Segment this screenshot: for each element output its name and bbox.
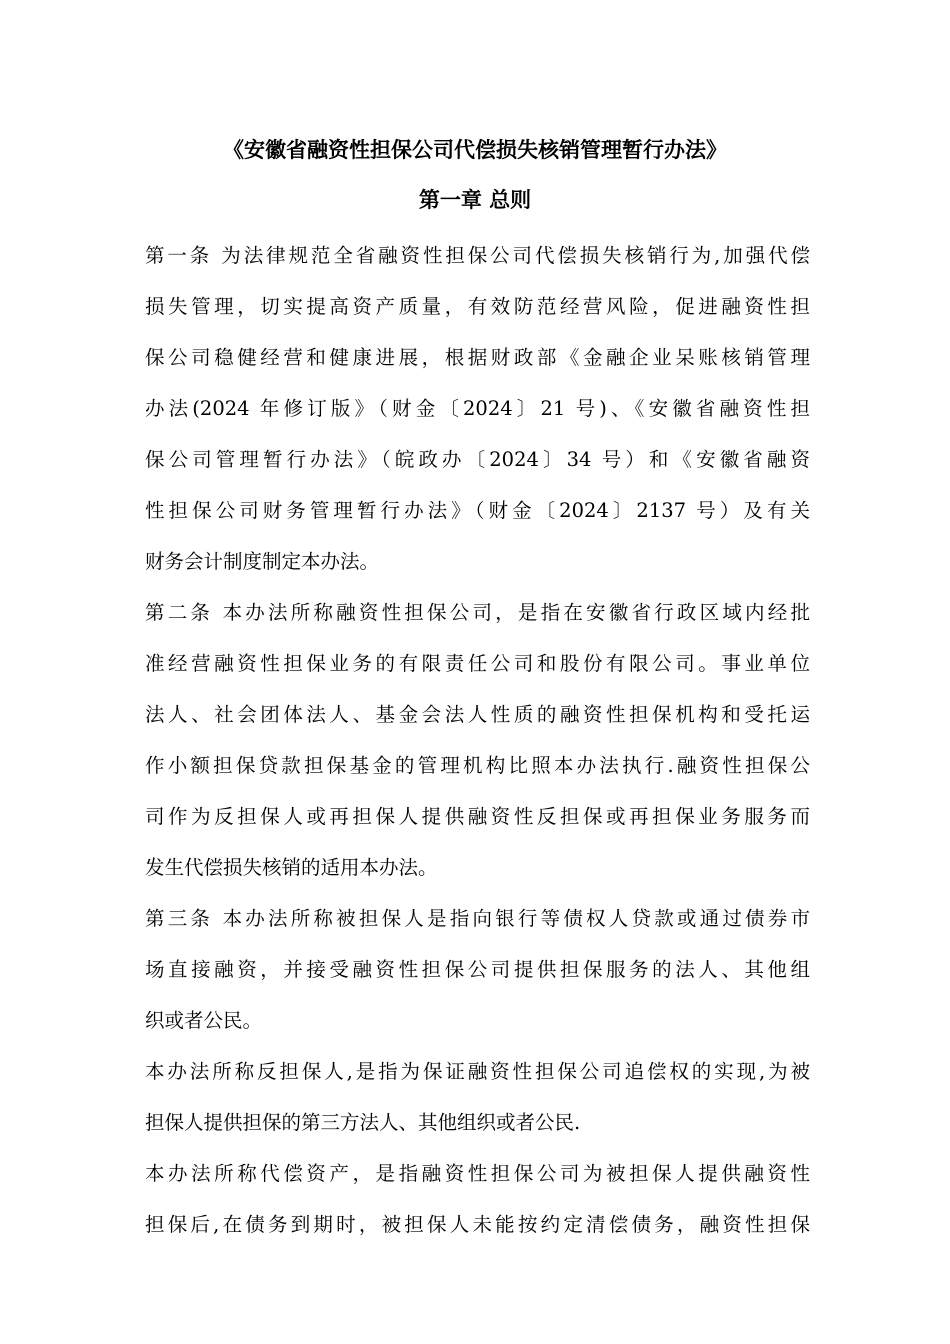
text-line: 作小额担保贷款担保基金的管理机构比照本办法执行.融资性担保公 [145,754,810,777]
text-line: 财务会计制度制定本办法。 [145,550,380,573]
text-line: 第二条 本办法所称融资性担保公司，是指在安徽省行政区域内经批 [145,601,810,624]
text-line: 场直接融资，并接受融资性担保公司提供担保服务的法人、其他组 [145,958,810,981]
text-line: 办法(2024 年修订版》（财金〔2024〕21 号)、《安徽省融资性担 [145,397,810,420]
text-line: 发生代偿损失核销的适用本办法。 [145,856,438,879]
text-line: 本办法所称代偿资产，是指融资性担保公司为被担保人提供融资性 [145,1162,810,1185]
text-line: 损失管理，切实提高资产质量，有效防范经营风险，促进融资性担 [145,295,810,318]
text-line: 保公司稳健经营和健康进展，根据财政部《金融企业呆账核销管理 [145,346,810,369]
document-body [145,230,810,1250]
text-line: 保公司管理暂行办法》（皖政办〔2024〕34 号）和《安徽省融资 [145,448,810,471]
document-title: 《安徽省融资性担保公司代偿损失核销管理暂行办法》 [223,137,727,162]
text-line: 准经营融资性担保业务的有限责任公司和股份有限公司。事业单位 [145,652,810,675]
text-line: 性担保公司财务管理暂行办法》（财金〔2024〕2137 号）及有关 [145,499,810,522]
text-line: 本办法所称反担保人,是指为保证融资性担保公司追偿权的实现,为被 [145,1060,810,1083]
text-line: 织或者公民。 [145,1009,263,1032]
text-line: 担保后,在债务到期时，被担保人未能按约定清偿债务，融资性担保 [145,1213,810,1236]
chapter-title: 第一章 总则 [418,187,532,212]
text-line: 第一条 为法律规范全省融资性担保公司代偿损失核销行为,加强代偿 [145,244,810,267]
text-line: 第三条 本办法所称被担保人是指向银行等债权人贷款或通过债券市 [145,907,810,930]
text-line: 法人、社会团体法人、基金会法人性质的融资性担保机构和受托运 [145,703,810,726]
text-line: 担保人提供担保的第三方法人、其他组织或者公民. [145,1111,581,1134]
text-line: 司作为反担保人或再担保人提供融资性反担保或再担保业务服务而 [145,805,810,828]
